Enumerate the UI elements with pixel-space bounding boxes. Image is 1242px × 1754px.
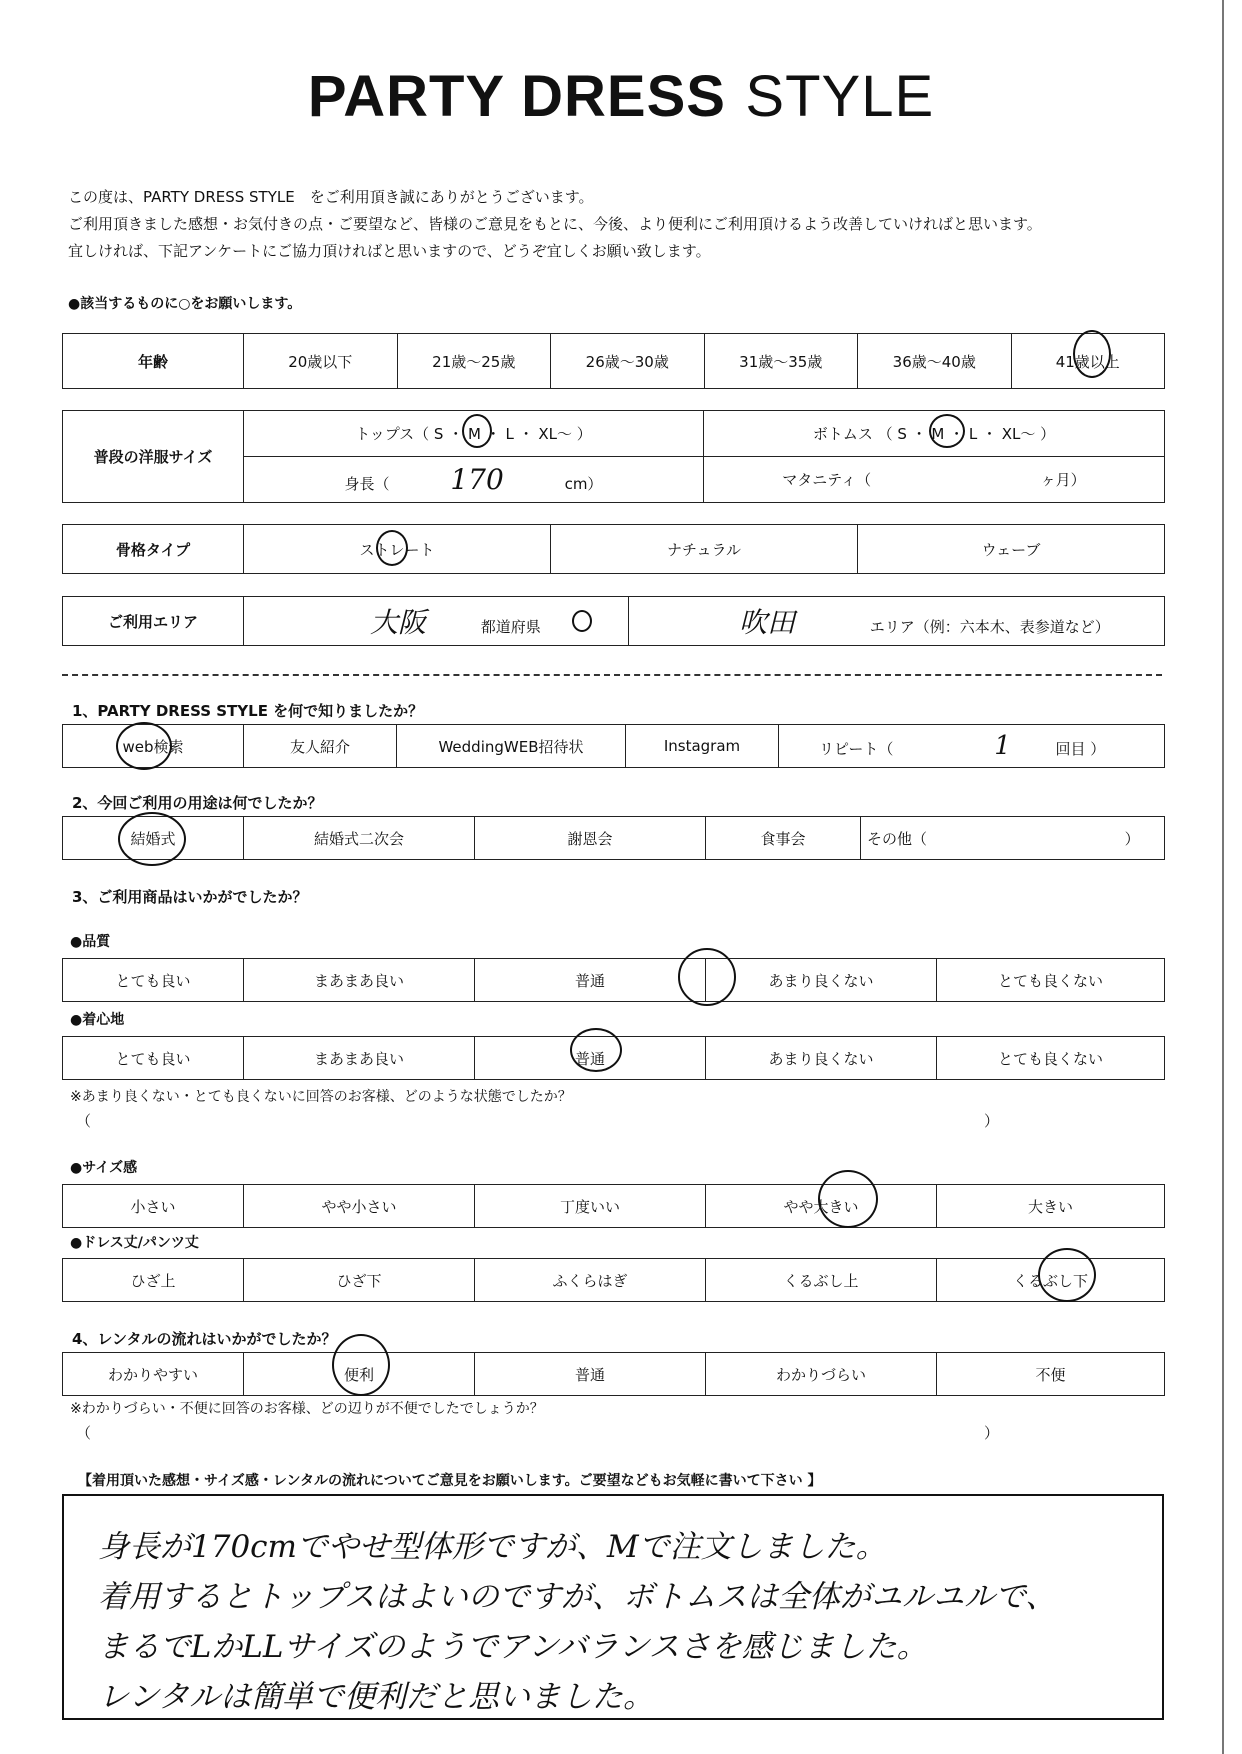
age-label: 年齢 [63, 334, 244, 389]
quality-label: ●品質 [70, 934, 111, 950]
q4-option-selected[interactable]: 便利 [244, 1353, 475, 1396]
comfort-note: ※あまり良くない・とても良くないに回答のお客様、どのような状態でしたか？ [70, 1089, 572, 1105]
quality-option[interactable]: まあまあ良い [244, 959, 475, 1002]
selection-circle [1073, 330, 1111, 378]
intro-line-3: 宜しければ、下記アンケートにご協力頂ければと思いますので、どうぞ宜しくお願い致します。 [68, 242, 711, 260]
body-type-table [62, 524, 1165, 574]
selection-circle [818, 1170, 878, 1228]
age-table [62, 333, 1165, 389]
selection-circle [572, 610, 592, 632]
age-option-selected[interactable]: 41歳以上 [1011, 334, 1165, 389]
quality-table [62, 958, 1165, 1002]
selection-circle [462, 414, 492, 448]
q2-option[interactable]: 結婚式二次会 [244, 817, 475, 860]
selection-circle [929, 414, 965, 448]
comfort-paren-close: ） [984, 1112, 1000, 1130]
repeat-count: 1 [994, 731, 1011, 761]
q4-paren-close: ） [984, 1424, 1000, 1442]
question-4: 4、レンタルの流れはいかがでしたか？ [72, 1330, 337, 1348]
length-option-selected[interactable]: くるぶし下 [937, 1259, 1165, 1302]
other-close: ） [1124, 829, 1140, 848]
size-feel-label: ●サイズ感 [70, 1160, 138, 1176]
q1-table [62, 724, 1165, 768]
q1-option-selected[interactable]: web検索 [63, 725, 244, 768]
size-table [62, 410, 1165, 503]
quality-option[interactable]: 普通 [475, 959, 706, 1002]
maternity-field[interactable] [704, 457, 1165, 503]
size-label: 普段の洋服サイズ [63, 411, 244, 503]
q4-option[interactable]: わかりやすい [63, 1353, 244, 1396]
comment-title: 【着用頂いた感想・サイズ感・レンタルの流れについてご意見をお願いします。ご要望などもお気軽に書いて下さい 】 [78, 1473, 822, 1489]
intro-line-2: ご利用頂きました感想・お気付きの点・ご要望など、皆様のご意見をもとに、今後、より便利にご利用頂けるよう改善していければと思います。 [68, 215, 1042, 233]
repeat-suffix: 回目 ） [1055, 740, 1106, 758]
length-option[interactable]: ひざ上 [63, 1259, 244, 1302]
body-type-option[interactable]: ナチュラル [551, 525, 858, 574]
title-bold: PARTY DRESS [307, 64, 726, 129]
comfort-option[interactable]: あまり良くない [706, 1037, 937, 1080]
body-type-label: 骨格タイプ [63, 525, 244, 574]
q4-option[interactable]: 普通 [475, 1353, 706, 1396]
profile-instruction: ●該当するものに○をお願いします。 [68, 296, 302, 312]
comment-line: 身長が170cmでやせ型体形ですが、Mで注文しました。 [98, 1529, 887, 1565]
prefecture-field[interactable] [244, 597, 629, 646]
quality-option[interactable]: あまり良くない [706, 959, 937, 1002]
tops-size-options[interactable]: トップス（ S ・ M ・ L ・ XL～ ） [244, 411, 704, 457]
section-divider [62, 674, 1162, 676]
selection-circle [376, 530, 408, 566]
comment-line: まるでLかLLサイズのようでアンバランスさを感じました。 [98, 1629, 928, 1665]
comfort-option[interactable]: とても良い [63, 1037, 244, 1080]
comment-box[interactable] [62, 1494, 1164, 1720]
q1-repeat-field[interactable] [779, 725, 1165, 768]
length-table [62, 1258, 1165, 1302]
q2-other-field[interactable] [861, 817, 1165, 860]
comfort-option-selected[interactable]: 普通 [475, 1037, 706, 1080]
city-area-field[interactable] [629, 597, 1165, 646]
maternity-unit: ヶ月） [1040, 471, 1086, 489]
area-value: 吹田 [739, 606, 796, 639]
prefecture-suffix: 都道府県 [480, 618, 541, 636]
size-feel-option[interactable]: やや小さい [244, 1185, 475, 1228]
q1-option[interactable]: WeddingWEB招待状 [397, 725, 626, 768]
selection-circle [678, 948, 736, 1006]
comfort-paren-open: （ [76, 1112, 92, 1130]
age-option[interactable]: 31歳～35歳 [704, 334, 858, 389]
question-1: 1、PARTY DRESS STYLE を何で知りましたか？ [72, 702, 424, 720]
question-3: 3、ご利用商品はいかがでしたか？ [72, 888, 308, 906]
maternity-label: マタニティ（ [782, 471, 872, 489]
height-unit: cm） [564, 475, 603, 493]
length-option[interactable]: くるぶし上 [706, 1259, 937, 1302]
comment-line: レンタルは簡単で便利だと思いました。 [98, 1679, 654, 1715]
height-label: 身長（ [344, 475, 390, 493]
comfort-label: ●着心地 [70, 1012, 125, 1028]
q4-paren-open: （ [76, 1424, 92, 1442]
selection-circle [116, 722, 172, 770]
body-type-option-selected[interactable]: ストレート [244, 525, 551, 574]
length-option[interactable]: ひざ下 [244, 1259, 475, 1302]
q2-option[interactable]: 謝恩会 [475, 817, 706, 860]
selection-circle [1038, 1248, 1096, 1302]
selection-circle [118, 812, 186, 866]
length-label: ●ドレス丈/パンツ丈 [70, 1235, 199, 1251]
q2-option[interactable]: 食事会 [706, 817, 861, 860]
age-option[interactable]: 36歳～40歳 [858, 334, 1012, 389]
age-option[interactable]: 20歳以下 [244, 334, 398, 389]
area-table [62, 596, 1165, 646]
size-feel-option[interactable]: 小さい [63, 1185, 244, 1228]
age-option[interactable]: 26歳～30歳 [551, 334, 705, 389]
selection-circle [332, 1334, 390, 1396]
q2-option-selected[interactable]: 結婚式 [63, 817, 244, 860]
repeat-label: リピート（ [819, 740, 894, 758]
prefecture-value: 大阪 [370, 606, 427, 639]
length-option[interactable]: ふくらはぎ [475, 1259, 706, 1302]
age-option[interactable]: 21歳～25歳 [397, 334, 551, 389]
q1-option[interactable]: 友人紹介 [244, 725, 397, 768]
area-label: ご利用エリア [63, 597, 244, 646]
q1-option[interactable]: Instagram [626, 725, 779, 768]
q4-option[interactable]: わかりづらい [706, 1353, 937, 1396]
quality-option[interactable]: とても良い [63, 959, 244, 1002]
height-field[interactable] [244, 457, 704, 503]
comment-line: 着用するとトップスはよいのですが、ボトムスは全体がユルユルで、 [98, 1579, 1057, 1615]
page-title [0, 62, 1242, 130]
comfort-option[interactable]: とても良くない [937, 1037, 1165, 1080]
other-label: その他（ [867, 829, 928, 848]
q4-option[interactable]: 不便 [937, 1353, 1165, 1396]
quality-option[interactable]: とても良くない [937, 959, 1165, 1002]
q4-note: ※わかりづらい・不便に回答のお客様、どの辺りが不便でしたでしょうか？ [70, 1401, 544, 1417]
intro-line-1: この度は、PARTY DRESS STYLE をご利用頂き誠にありがとうございます。 [68, 188, 594, 206]
height-value: 170 [450, 463, 504, 496]
size-feel-option[interactable]: 丁度いい [475, 1185, 706, 1228]
bottoms-size-options[interactable]: ボトムス （ S ・ M ・ L ・ XL～ ） [704, 411, 1165, 457]
area-suffix: エリア（例：六本木、表参道など） [869, 618, 1110, 636]
selection-circle [570, 1028, 622, 1072]
page-edge-line [1222, 0, 1224, 1754]
size-feel-table [62, 1184, 1165, 1228]
intro-text [68, 184, 1168, 265]
size-feel-option-selected[interactable]: やや大きい [706, 1185, 937, 1228]
question-2: 2、今回ご利用の用途は何でしたか？ [72, 794, 323, 812]
q4-table [62, 1352, 1165, 1396]
comfort-option[interactable]: まあまあ良い [244, 1037, 475, 1080]
body-type-option[interactable]: ウェーブ [858, 525, 1165, 574]
size-feel-option[interactable]: 大きい [937, 1185, 1165, 1228]
q2-table [62, 816, 1165, 860]
title-light: STYLE [745, 64, 935, 129]
